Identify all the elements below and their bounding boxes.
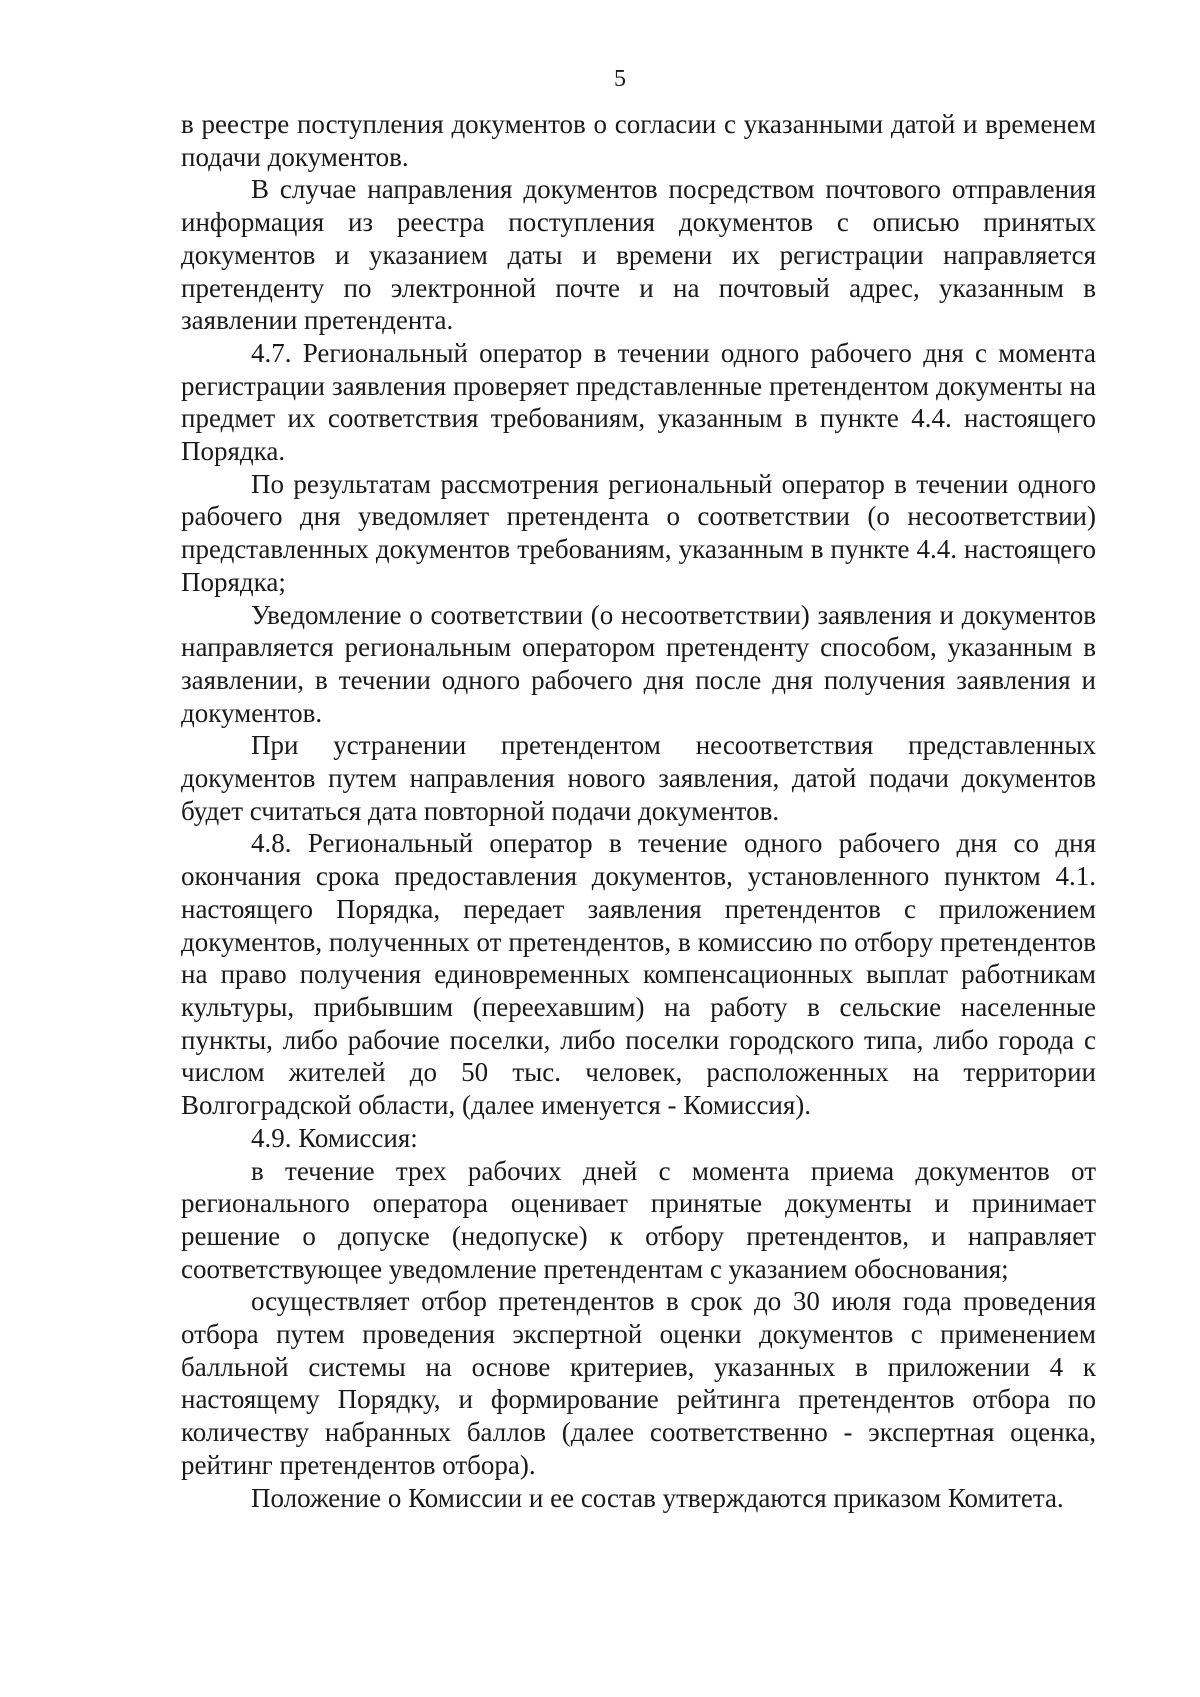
paragraph-notification: Уведомление о соответствии (о несоответствии) заявления и документов направляется региональным оператором претенденту способом, указанным в заявлении, в течении одного рабочего дня после дня получения заявления и документов. (181, 599, 1096, 728)
paragraph-registry-continuation: в реестре поступления документов о согласии с указанными датой и временем подачи документов. (181, 109, 1096, 172)
paragraph-postal-submission: В случае направления документов посредством почтового отправления информация из реестра поступления документов с описью принятых документов и указанием даты и времени их регистрации направляется претенденту по электронной почте и на почтовый адрес, указанным в заявлении претендента. (181, 174, 1096, 336)
paragraph-resubmission: При устранении претендентом несоответствия представленных документов путем направления нового заявления, датой подачи документов будет считаться дата повторной подачи документов. (181, 730, 1096, 826)
page-number: 5 (614, 66, 626, 92)
paragraph-commission-regulation: Положение о Комиссии и ее состав утверждаются приказом Комитета. (251, 1482, 1064, 1513)
paragraph-commission-review: в течение трех рабочих дней с момента приема документов от регионального оператора оценивает принятые документы и принимает решение о допуске (недопуске) к отбору претендентов, и направляет соответствующее уведомление претендентам с указанием обоснования; (181, 1155, 1096, 1284)
paragraph-commission-selection: осуществляет отбор претендентов в срок до 30 июля года проведения отбора путем проведения экспертной оценки документов с применением балльной системы на основе критериев, указанных в приложении 4 к настоящему Порядку, и формирование рейтинга претендентов отбора по количеству набранных баллов (далее соответственно - экспертная оценка, рейтинг претендентов отбора). (181, 1286, 1096, 1480)
paragraph-clause-4-8: 4.8. Региональный оператор в течение одного рабочего дня со дня окончания срока предоставления документов, установленного пунктом 4.1. настоящего Порядка, передает заявления претендентов с приложением документов, полученных от претендентов, в комиссию по отбору претендентов на право получения единовременных компенсационных выплат работникам культуры, прибывшим (переехавшим) на работу в сельские населенные пункты, либо рабочие поселки, либо поселки городского типа, либо города с числом жителей до 50 тыс. человек, расположенных на территории Волгоградской области, (далее именуется - Комиссия). (181, 828, 1096, 1121)
document-body (181, 108, 1096, 1514)
paragraph-clause-4-7: 4.7. Региональный оператор в течении одного рабочего дня с момента регистрации заявления проверяет представленные претендентом документы на предмет их соответствия требованиям, указанным в пункте 4.4. настоящего Порядка. (181, 337, 1096, 467)
paragraph-review-results: По результатам рассмотрения региональный оператор в течении одного рабочего дня уведомляет претендента о соответствии (о несоответствии) представленных документов требованиям, указанным в пункте 4.4. настоящего Порядка; (181, 468, 1096, 597)
paragraph-clause-4-9: 4.9. Комиссия: (251, 1122, 418, 1153)
